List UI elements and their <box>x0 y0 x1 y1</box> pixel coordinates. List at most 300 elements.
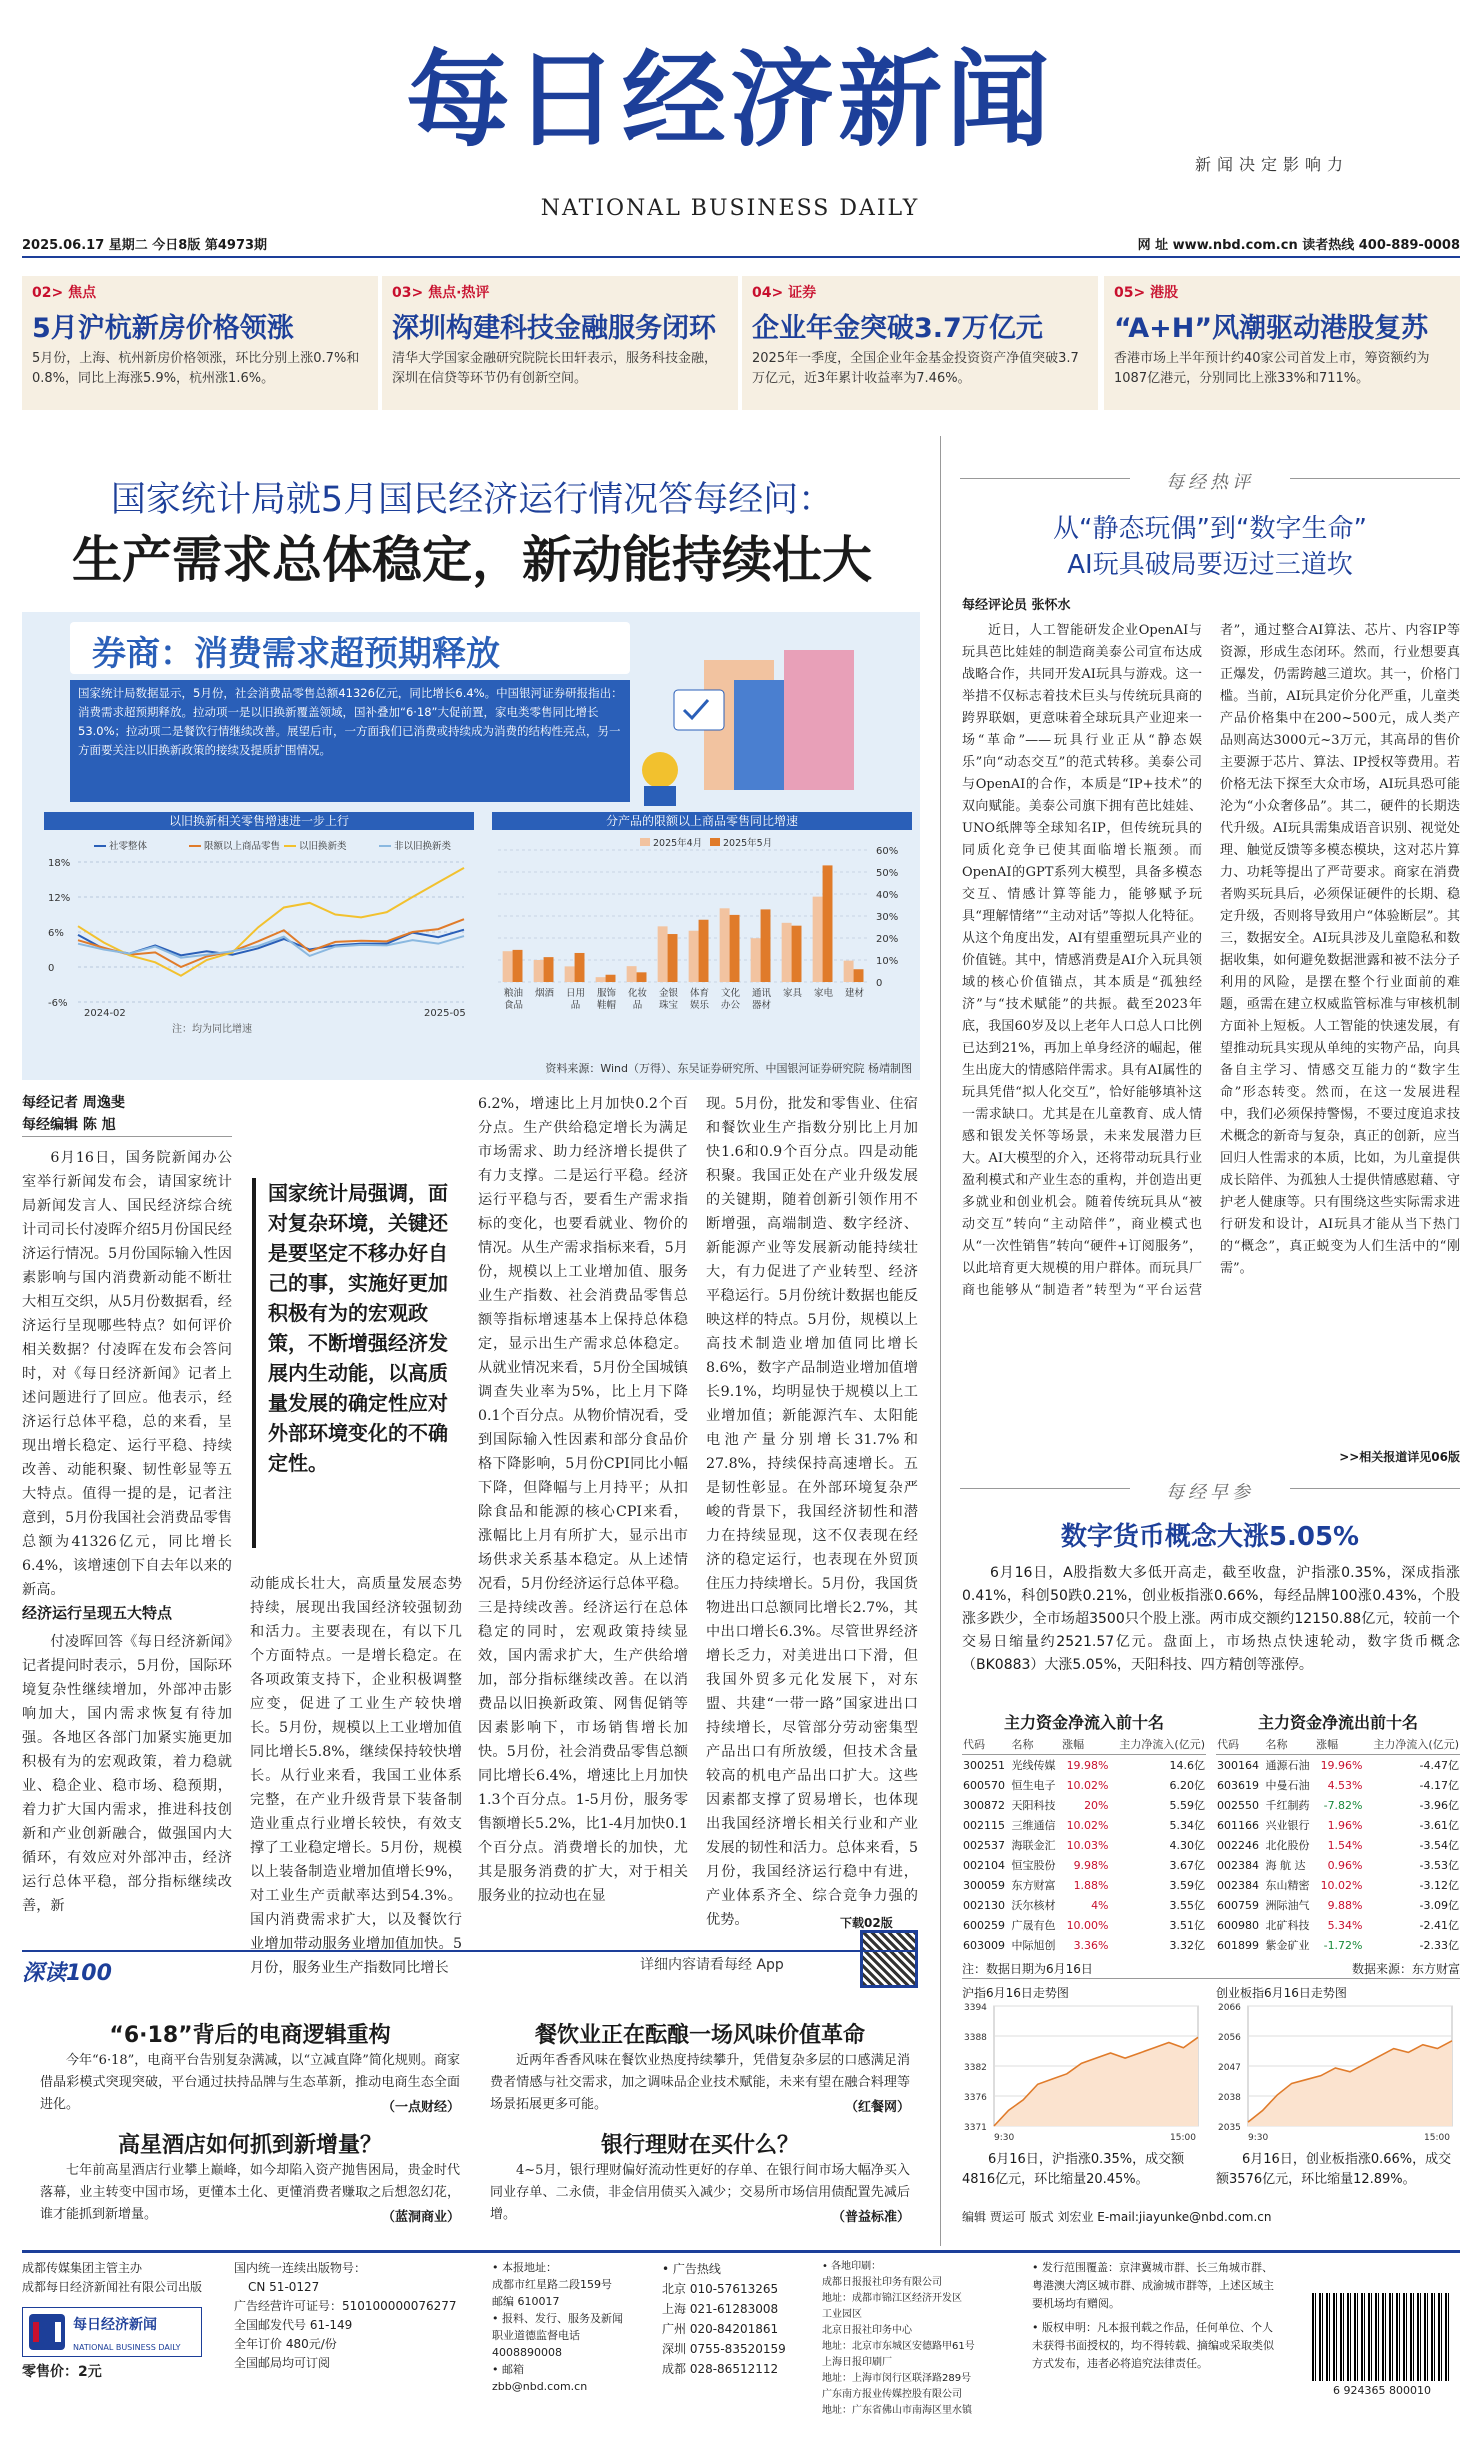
table-cell: 海 航 达 <box>1265 1859 1306 1872</box>
table-note: 注：数据日期为6月16日 <box>962 1962 1093 1976</box>
lead-kicker: 国家统计局就5月国民经济运行情况答每经问： <box>110 480 834 520</box>
table-cell: -2.41亿 <box>1419 1919 1459 1932</box>
table-cell: -3.61亿 <box>1419 1819 1459 1832</box>
y-tick-label: 6% <box>48 928 64 939</box>
x-tick-label: 通讯 <box>751 988 772 999</box>
lead-col4: 现。5月份，批发和零售业、住宿和餐饮业生产指数分别比上月加快1.6和0.9个百分点。四是动能积聚。我国正处在产业升级发展的关键期，随着创新引领作用不断增强，高端制造、数字经济、新能源产业等发展新动能持续壮大，有力促进了产业转型、经济平稳运行。5月份统计数据也能反映这样的特点。5月份，规模以上高技术制造业增加值同比增长8.6%，数字产品制造业增加值增长9.1%，均明显快于规模以上工业增加值；新能源汽车、太阳能电池产量分别增长31.7%和27.8%，持续保持高速增长。五是韧性彰显。在外部环境复杂严峻的背景下，我国经济韧性和潜力在持续显现，这不仅表现在经济的稳定运行，也表现在外贸顶住压力持续增长。5月份，我国货物进出口总额同比增长2.7%，其中出口增长6.3%。尽管世界经济增长乏力，对美进出口下滑，但我国外贸多元化发展下，对东盟、共建“一带一路”国家进出口持续增长，尽管部分劳动密集型产品出口有所放缓，但技术含量较高的机电产品出口扩大。这些因素都支撑了贸易增长，也体现出我国经济增长相关行业和产业发展的韧性和活力。总体来看，5月份，我国经济运行稳中有进，产业体系齐全、综合竞争力强的优势。 <box>706 1096 918 1928</box>
footer-text: 全国邮局均可订阅 <box>234 2356 331 2370</box>
y-tick-label: 20% <box>876 934 899 945</box>
table-row <box>962 1835 1206 1855</box>
table-cell: 5.34亿 <box>1169 1819 1205 1832</box>
teaser-tag: 05> 港股 <box>1114 285 1179 301</box>
table-cell: 601166 <box>1217 1818 1259 1832</box>
table-cell: 东方财富 <box>1011 1879 1056 1892</box>
table-cell: 10.03% <box>1066 1838 1109 1852</box>
y-tick-label: 2056 <box>1218 2033 1241 2043</box>
footer-text: 全国邮发代号 61-149 <box>234 2318 353 2332</box>
footer-text: • 邮箱 <box>492 2363 524 2376</box>
footer-text: • 各地印刷： <box>822 2261 882 2272</box>
table-cell: 中曼石油 <box>1265 1779 1310 1792</box>
shopping-illustration-icon <box>634 620 894 812</box>
x-tick-label: 9:30 <box>1248 2133 1269 2143</box>
lead-pullquote: 国家统计局强调，面对复杂环境，关键还是要坚定不移办好自己的事，实施好更加积极有为的宏观政策，不断增强经济发展内生动能，以高质量发展的确定性应对外部环境变化的不确定性。 <box>252 1178 464 1548</box>
price: 零售价：2元 <box>22 2364 102 2380</box>
table-row <box>1216 1935 1460 1955</box>
table-row <box>962 1875 1206 1895</box>
table-cell: 海联金汇 <box>1011 1839 1056 1852</box>
col-header: 代码 <box>1216 1734 1264 1755</box>
bar <box>513 950 523 982</box>
col-header: 主力净流入(亿元) <box>1110 1734 1206 1755</box>
footer-text: 职业道德监督电话 <box>492 2329 580 2342</box>
footer-text: 地址：成都市锦江区经济开发区 <box>822 2293 962 2304</box>
table-cell: 19.98% <box>1066 1758 1109 1772</box>
table-cell: 3.59亿 <box>1169 1879 1205 1892</box>
table-cell: -2.33亿 <box>1419 1939 1459 1952</box>
deep-read-body: 七年前高星酒店行业攀上巅峰，如今却陷入资产抛售困局，贵金时代落幕，业主转变中国市场，更懂本土化、更懂消费者赚取之后想忽幻花，谁才能抓到新增量。 <box>40 2163 460 2222</box>
product-retail-bar-chart <box>490 832 918 1032</box>
table-row <box>1216 1875 1460 1895</box>
footer-text: 上海日报印刷厂 <box>822 2357 892 2368</box>
table-cell: 0.96% <box>1327 1858 1363 1872</box>
table-cell: 北矿科技 <box>1265 1919 1310 1932</box>
table-cell: 10.02% <box>1066 1818 1109 1832</box>
contact-line: 网 址 www.nbd.com.cn 读者热线 400-889-0008 <box>1137 238 1460 253</box>
table-cell: 002384 <box>1217 1858 1259 1872</box>
x-tick-label: 鞋帽 <box>596 1000 617 1011</box>
teaser-p04[interactable] <box>742 276 1098 410</box>
deep-read-ref: （普益标准） <box>831 2210 910 2225</box>
table-cell: -3.53亿 <box>1419 1859 1459 1872</box>
table-cell: 千红制药 <box>1265 1799 1310 1812</box>
x-tick-label: 食品 <box>503 1000 524 1011</box>
download-tag[interactable]: 下载02版 <box>840 1916 893 1930</box>
commentary-byline: 每经评论员 张怀水 <box>962 598 1071 613</box>
table-cell: 002115 <box>963 1818 1005 1832</box>
table-cell: 300872 <box>963 1798 1005 1812</box>
footer-text: • 本报地址： <box>492 2261 557 2274</box>
ad-hotline: 北京 010-57613265 <box>662 2282 779 2296</box>
footer-text: 成都日报报社印务有限公司 <box>822 2277 942 2288</box>
table-cell: 5.34% <box>1327 1918 1363 1932</box>
table-cell: 3.55亿 <box>1169 1899 1205 1912</box>
table-cell: 5.59亿 <box>1169 1799 1205 1812</box>
table-row <box>962 1895 1206 1915</box>
teaser-tag: 04> 证券 <box>752 285 817 301</box>
footer-text: 邮编 610017 <box>492 2295 560 2308</box>
table-row <box>962 1915 1206 1935</box>
footer-text: 地址：上海市闵行区联泽路289号 <box>822 2373 972 2384</box>
teaser-title: “A+H”风潮驱动港股复苏 <box>1114 313 1429 344</box>
footer-text: • 版权申明：凡本报刊载之作品，任何单位、个人未获得书面授权的，均不得转载、摘编或采取类似方式发布，违者必将追究法律责任。 <box>1032 2321 1274 2370</box>
left-chart-title: 以旧换新相关零售增速进一步上行 <box>44 812 474 830</box>
table-cell: 1.54% <box>1327 1838 1363 1852</box>
bar <box>823 865 833 982</box>
table-row <box>1216 1775 1460 1795</box>
table-cell: 3.36% <box>1073 1938 1109 1952</box>
logo-english: NATIONAL BUSINESS DAILY <box>73 2343 181 2352</box>
gem-index-intraday-chart <box>1216 2000 1460 2146</box>
y-tick-label: 2066 <box>1218 2003 1241 2013</box>
x-tick-label: 粮油 <box>503 988 524 999</box>
table-cell: 603619 <box>1217 1778 1259 1792</box>
table-cell: 9.98% <box>1073 1858 1109 1872</box>
table-row <box>962 1935 1206 1955</box>
footer-text: 成都市红星路二段159号 <box>492 2278 612 2291</box>
deep-read-logo: 深读100 <box>22 1961 112 1986</box>
x-tick-label: 品 <box>632 1000 643 1011</box>
app-more-link[interactable]: 详细内容请看每经 App <box>640 1957 784 1973</box>
x-tick-label: 体育 <box>689 988 710 999</box>
table-cell: 10.02% <box>1320 1878 1363 1892</box>
table-cell: 002104 <box>963 1858 1005 1872</box>
table-cell: 4% <box>1091 1898 1109 1912</box>
footer-text: zbb@nbd.com.cn <box>492 2380 588 2393</box>
table-cell: 002537 <box>963 1838 1005 1852</box>
bar <box>689 931 699 982</box>
legend-swatch <box>710 838 720 846</box>
footer-text: 工业园区 <box>822 2309 862 2320</box>
table-cell: 4.30亿 <box>1169 1839 1205 1852</box>
footer-text: 广东南方报业传媒控股有限公司 <box>822 2389 962 2400</box>
x-tick-label: 15:00 <box>1424 2133 1450 2143</box>
right-chart-title: 分产品的限额以上商品零售同比增速 <box>492 812 912 830</box>
legend-swatch <box>640 838 650 846</box>
x-tick-label: 15:00 <box>1170 2133 1196 2143</box>
outflow-table <box>1216 1734 1460 1955</box>
lead-col2: 动能成长壮大，高质量发展态势持续，展现出我国经济较强韧劲和活力。主要表现在，有以下几个方面特点。一是增长稳定。在各项政策支持下，企业积极调整应变，促进了工业生产较快增长。5月份，规模以上工业增加值同比增长5.8%，继续保持较快增长。从行业来看，我国工业体系完整，在产业升级背景下装备制造业重点行业增长较快，有效支撑了工业稳定增长。5月份，规模以上装备制造业增加值增长9%，对工业生产贡献率达到54.3%。国内消费需求扩大，以及餐饮行业增加带动服务业增加值加快。5月份，服务业生产指数同比增长 <box>250 1576 462 1976</box>
bar <box>596 977 606 982</box>
footer-text: CN 51-0127 <box>248 2280 320 2294</box>
ad-hotline: 上海 021-61283008 <box>662 2302 779 2316</box>
table-cell: 沃尔核材 <box>1011 1899 1056 1912</box>
table-row <box>1216 1795 1460 1815</box>
bar <box>606 975 616 982</box>
table-row <box>1216 1815 1460 1835</box>
table-row <box>962 1775 1206 1795</box>
market-section: 每经早参 <box>1130 1478 1290 1504</box>
market-body: 6月16日，A股指数大多低开高走，截至收盘，沪指涨0.35%，深成指涨0.41%，科创50跌0.21%，创业板指涨0.66%，每经品牌100涨0.43%，个股涨多跌少，全市场超3500只个股上涨。两市成交额约12150.88亿元，较前一个交易日缩量约2521.57亿元。盘面上，市场热点快速轮动，数字货币概念（BK0883）大涨5.05%，天阳科技、四方精创等涨停。 <box>962 1565 1460 1673</box>
masthead-slogan: 新闻决定影响力 <box>1195 155 1350 174</box>
table-cell: -3.12亿 <box>1419 1879 1459 1892</box>
teaser-p03[interactable] <box>382 276 738 410</box>
masthead-title: 每日经济新闻 <box>405 38 1054 161</box>
y-tick-label: 0 <box>876 978 883 989</box>
table-row <box>962 1815 1206 1835</box>
x-tick-label: 日用 <box>565 988 586 999</box>
x-tick-label: 建材 <box>844 988 865 999</box>
masthead-rule <box>22 256 1460 258</box>
table-cell: 恒生电子 <box>1011 1779 1056 1792</box>
table-cell: 紫金矿业 <box>1265 1939 1310 1952</box>
y-tick-label: 50% <box>876 868 899 879</box>
bar <box>637 972 647 982</box>
outflow-title: 主力资金净流出前十名 <box>1257 1713 1418 1732</box>
table-cell: 600759 <box>1217 1898 1259 1912</box>
series-line <box>78 868 464 976</box>
table-cell: 002550 <box>1217 1798 1259 1812</box>
lead-col1b: 付凌晖回答《每日经济新闻》记者提问时表示，5月份，国际环境复杂性继续增加，外部冲击影响加大，国内需求恢复有待加强。各地区各部门加紧实施更加积极有为的宏观政策，着力稳就业、稳企业、稳市场、稳预期，着力扩大国内需求，推进科技创新和产业创新融合，做强国内大循环，有效应对外部冲击，经济运行总体平稳，部分指标继续改善，新 <box>22 1634 232 1914</box>
table-cell: 广晟有色 <box>1011 1919 1056 1932</box>
y-tick-label: 3376 <box>964 2093 987 2103</box>
table-row <box>962 1795 1206 1815</box>
table-cell: 4.53% <box>1327 1778 1363 1792</box>
infographic-source: 资料来源：Wind（万得）、东吴证券研究所、中国银河证券研究院 杨靖制图 <box>545 1062 912 1075</box>
table-cell: 中际旭创 <box>1011 1939 1056 1952</box>
table-cell: 3.67亿 <box>1169 1859 1205 1872</box>
commentary-title1: 从“静态玩偶”到“数字生命” <box>1053 514 1367 544</box>
left-chart-note: 注：均为同比增速 <box>172 1024 252 1035</box>
deep-read-title[interactable]: 银行理财在买什么？ <box>600 2133 799 2158</box>
table-cell: 9.88% <box>1327 1898 1363 1912</box>
table-cell: 600570 <box>963 1778 1005 1792</box>
col-header: 名称 <box>1010 1734 1061 1755</box>
y-tick-label: 12% <box>48 893 71 904</box>
bar <box>844 961 854 982</box>
editors-line: 编辑 贾运可 版式 刘宏业 E-mail:jiayunke@nbd.com.cn <box>962 2210 1272 2224</box>
barcode-icon <box>1312 2293 1452 2403</box>
table-cell: 光线传媒 <box>1011 1759 1056 1772</box>
consumption-growth-line-chart <box>44 832 484 1022</box>
table-cell: 1.88% <box>1073 1878 1109 1892</box>
table-cell: 14.6亿 <box>1169 1759 1205 1772</box>
footer-text: 全年订价 480元/份 <box>234 2337 337 2351</box>
footer-text: 地址：广东省佛山市南海区里水镇 <box>822 2405 972 2416</box>
bar <box>575 953 585 982</box>
lead-headline: 生产需求总体稳定，新动能持续壮大 <box>72 531 872 589</box>
y-tick-label: 0 <box>48 963 55 974</box>
table-cell: 3.32亿 <box>1169 1939 1205 1952</box>
table-cell: 兴业银行 <box>1265 1819 1310 1832</box>
deep-read-ref: （红餐网） <box>844 2100 910 2115</box>
bar <box>699 920 709 982</box>
x-tick-label: 化妆 <box>627 988 648 999</box>
table-cell: -4.17亿 <box>1419 1779 1459 1792</box>
bar <box>503 951 513 982</box>
footer-text: 国内统一连续出版物号： <box>234 2261 367 2275</box>
x-tick-label: 9:30 <box>994 2133 1015 2143</box>
table-cell: 002246 <box>1217 1838 1259 1852</box>
col-header: 主力净流入(亿元) <box>1364 1734 1460 1755</box>
masthead-english: NATIONAL BUSINESS DAILY <box>540 196 920 221</box>
teaser-body: 2025年一季度，全国企业年金基金投资资产净值突破3.7万亿元，近3年累计收益率为7.46%。 <box>752 351 1079 386</box>
teaser-body: 5月份，上海、杭州新房价格领涨，环比分别上涨0.7%和0.8%，同比上海涨5.9%，杭州涨1.6%。 <box>32 351 360 386</box>
bar <box>668 934 678 982</box>
logo-text: 每日经济新闻 <box>73 2317 157 2333</box>
x-tick-label: 2025-05 <box>424 1008 466 1019</box>
footer-text: • 发行范围覆盖：京津冀城市群、长三角城市群、粤港澳大湾区城市群、成渝城市群等，上述区域主要机场均有赠阅。 <box>1032 2261 1274 2310</box>
table-cell: -4.47亿 <box>1419 1759 1459 1772</box>
table-cell: 600259 <box>963 1918 1005 1932</box>
table-row <box>962 1755 1206 1776</box>
x-tick-label: 家电 <box>813 988 834 999</box>
y-tick-label: 2047 <box>1218 2063 1241 2073</box>
teaser-body: 香港市场上半年预计约40家公司首发上市，筹资额约为1087亿港元，分别同比上涨33%和711%。 <box>1114 351 1430 386</box>
legend-label: 限额以上商品零售 <box>204 841 281 852</box>
table-cell: 1.96% <box>1327 1818 1363 1832</box>
table-cell: -7.82% <box>1323 1798 1363 1812</box>
table-cell: 002130 <box>963 1898 1005 1912</box>
y-tick-label: 3394 <box>964 2003 987 2013</box>
table-row <box>1216 1895 1460 1915</box>
bar <box>720 908 730 982</box>
legend-label: 2025年5月 <box>723 838 773 849</box>
teaser-body: 清华大学国家金融研究院院长田轩表示，服务科技金融，深圳在信贷等环节仍有创新空间。 <box>392 351 718 386</box>
byline-editor: 每经编辑 陈 旭 <box>22 1117 116 1133</box>
col-header: 名称 <box>1264 1734 1315 1755</box>
infographic-banner: 券商：消费需求超预期释放 <box>92 634 500 674</box>
date-line: 2025.06.17 星期二 今日8版 第4973期 <box>22 238 268 253</box>
y-tick-label: 3388 <box>964 2033 987 2043</box>
table-cell: 通源石油 <box>1265 1759 1310 1772</box>
teaser-tag: 03> 焦点·热评 <box>392 285 490 301</box>
table-cell: 002384 <box>1217 1878 1259 1892</box>
market-headline: 数字货币概念大涨5.05% <box>1060 1522 1360 1552</box>
table-cell: 天阳科技 <box>1011 1799 1056 1812</box>
lead-col3: 6.2%，增速比上月加快0.2个百分点。生产供给稳定增长为满足市场需求、助力经济增长提供了有力支撑。二是运行平稳。经济运行平稳与否，要看生产需求指标的变化，也要看就业、物价的情况。从生产需求指标来看，5月份，规模以上工业增加值、服务业生产指数、社会消费品零售总额等指标增速基本上保持总体稳定，显示出生产需求总体稳定。从就业情况来看，5月份全国城镇调查失业率为5%，比上月下降0.1个百分点。从物价情况看，受到国际输入性因素和部分食品价格下降影响，5月份CPI同比小幅下降，但降幅与上月持平；从扣除食品和能源的核心CPI来看，涨幅比上月有所扩大，显示出市场供求关系基本稳定。从上述情况看，5月份经济运行总体平稳。三是持续改善。经济运行在总体稳定的同时，宏观政策持续显效，国内需求扩大，生产供给增加，部分指标继续改善。在以消费品以旧换新政策、网售促销等因素影响下，市场销售增长加快。5月份，社会消费品零售总额同比增长6.4%，增速比上月加快1.3个百分点。1-5月份，服务零售额增长5.2%，比1-4月加快0.1个百分点。消费增长的加快，尤其是服务消费的扩大，对于相关服务业的拉动也在显 <box>478 1096 688 1904</box>
deep-read-body: 近两年香香风味在餐饮业热度持续攀升，凭借复杂多层的口感满足消费者情感与社交需求，加之调味品企业技术赋能，未来有望在融合料理等场景拓展更多可能。 <box>490 2053 910 2112</box>
infographic <box>22 612 920 1080</box>
teaser-tag: 02> 焦点 <box>32 285 97 301</box>
commentary-section: 每经热评 <box>1130 468 1290 494</box>
table-row <box>1216 1855 1460 1875</box>
deep-read-title[interactable]: 餐饮业正在酝酿一场风味价值革命 <box>534 2023 865 2048</box>
legend-label: 非以旧换新类 <box>394 841 452 852</box>
publisher-line: 成都传媒集团主管主办 <box>22 2261 143 2275</box>
sh-caption: 6月16日，沪指涨0.35%，成交额4816亿元，环比缩量20.45%。 <box>962 2152 1185 2187</box>
table-cell: 东山精密 <box>1265 1879 1310 1892</box>
deep-read-body: 4~5月，银行理财偏好流动性更好的存单、在银行间市场大幅净买入同业存单、二永债，非金信用债买入减少；交易所市场信用债配置先减后增。 <box>490 2163 910 2222</box>
sh-chart-title: 沪指6月16日走势图 <box>962 1986 1069 2000</box>
col-header: 涨幅 <box>1315 1734 1363 1755</box>
y-tick-label: 60% <box>876 846 899 857</box>
x-tick-label: 品 <box>570 1000 581 1011</box>
y-tick-label: 2038 <box>1218 2093 1241 2103</box>
bar <box>658 926 668 982</box>
table-source: 数据来源：东方财富 <box>1351 1962 1460 1976</box>
byline-reporter: 每经记者 周逸斐 <box>22 1095 125 1111</box>
table-cell: -3.09亿 <box>1419 1899 1459 1912</box>
table-cell: 300059 <box>963 1878 1005 1892</box>
teaser-title: 企业年金突破3.7万亿元 <box>752 313 1043 344</box>
bar <box>761 909 771 982</box>
y-tick-label: 18% <box>48 858 71 869</box>
table-cell: 6.20亿 <box>1169 1779 1205 1792</box>
deep-read-body: 今年“6·18”，电商平台告别复杂满减，以“立减直降”简化规则。商家借晶彩模式突现突破，平台通过扶持品牌与生态革新，推动电商生态全面进化。 <box>40 2053 460 2112</box>
col-header: 涨幅 <box>1061 1734 1109 1755</box>
bar <box>782 923 792 982</box>
table-cell: 19.96% <box>1320 1758 1363 1772</box>
ad-hotline: 成都 028-86512112 <box>662 2362 779 2376</box>
sh-index-intraday-chart <box>962 2000 1206 2146</box>
gem-chart-title: 创业板指6月16日走势图 <box>1216 1986 1347 2000</box>
bar <box>534 960 544 982</box>
commentary-title2: AI玩具破局要迈过三道坎 <box>1067 550 1353 580</box>
table-cell: 20% <box>1084 1798 1109 1812</box>
y-tick-label: 2035 <box>1218 2123 1241 2133</box>
deep-read-title[interactable]: 高星酒店如何抓到新增量？ <box>117 2133 382 2158</box>
table-cell: 10.00% <box>1066 1918 1109 1932</box>
col-header: 代码 <box>962 1734 1010 1755</box>
teaser-p05[interactable] <box>1104 276 1460 410</box>
bar <box>792 926 802 982</box>
bar <box>544 957 554 982</box>
bar <box>751 938 761 982</box>
y-tick-label: -6% <box>48 998 68 1009</box>
ad-hotline: 深圳 0755-83520159 <box>662 2342 786 2356</box>
table-cell: -3.54亿 <box>1419 1839 1459 1852</box>
footer-text: 地址：北京市东城区安德路甲61号 <box>822 2341 975 2352</box>
commentary-more[interactable]: >>相关报道详见06版 <box>1339 1450 1460 1464</box>
x-tick-label: 办公 <box>720 1000 741 1011</box>
table-cell: 北化股份 <box>1265 1839 1310 1852</box>
table-cell: 600980 <box>1217 1918 1259 1932</box>
table-cell: 603009 <box>963 1938 1005 1952</box>
table-cell: 3.51亿 <box>1169 1919 1205 1932</box>
y-tick-label: 40% <box>876 890 899 901</box>
legend-label: 以旧换新类 <box>299 841 347 852</box>
nbd-logo-icon <box>22 2307 202 2357</box>
bar <box>730 915 740 982</box>
y-tick-label: 10% <box>876 956 899 967</box>
x-tick-label: 2024-02 <box>84 1008 126 1019</box>
legend-label: 社零整体 <box>109 841 148 852</box>
deep-read-ref: （一点财经） <box>381 2100 460 2115</box>
x-tick-label: 烟酒 <box>534 988 555 999</box>
table-cell: 10.02% <box>1066 1778 1109 1792</box>
bar <box>813 897 823 982</box>
x-tick-label: 珠宝 <box>658 1000 679 1011</box>
lead-col1a: 6月16日，国务院新闻办公室举行新闻发布会，请国家统计局新闻发言人、国民经济综合统计司司长付凌晖介绍5月份国民经济运行情况。5月份国际输入性因素影响与国内消费新动能不断壮大相互交织，从5月份数据看，经济运行呈现哪些特点？如何评价相关数据？付凌晖在发布会答问时，对《每日经济新闻》记者上述问题进行了回应。他表示，经济运行总体平稳，总的来看，呈现出增长稳定、运行平稳、持续改善、动能积聚、韧性彰显等五大特点。值得一提的是，记者注意到，5月份我国社会消费品零售总额为41326亿元，同比增长6.4%，该增速创下自去年以来的新高。 <box>22 1150 232 1598</box>
teaser-p02[interactable] <box>22 276 378 410</box>
teaser-title: 5月沪杭新房价格领涨 <box>32 313 294 344</box>
x-tick-label: 家具 <box>782 988 803 999</box>
infographic-intro: 国家统计局数据显示，5月份，社会消费品零售总额41326亿元，同比增长6.4%。中国银河证券研报指出：消费需求超预期释放。拉动项一是以旧换新覆盖领域，国补叠加“6·18”大促前置，家电类零售同比增长53.0%；拉动项二是餐饮行情继续改善。展望后市，一方面我们已消费或持续成为消费的结构性亮点，另一方面要关注以旧换新政策的接续及提质扩围情况。 <box>78 686 623 757</box>
gem-caption: 6月16日，创业板指涨0.66%，成交额3576亿元，环比缩量12.89%。 <box>1216 2152 1452 2187</box>
ad-hotline-title: • 广告热线 <box>662 2262 721 2276</box>
bar <box>565 966 575 982</box>
footer-text: 北京日报社印务中心 <box>822 2325 912 2336</box>
table-row <box>1216 1755 1460 1776</box>
table-cell: -1.72% <box>1323 1938 1363 1952</box>
inflow-title: 主力资金净流入前十名 <box>1003 1713 1164 1732</box>
table-row <box>1216 1835 1460 1855</box>
bar <box>627 966 637 982</box>
x-tick-label: 器材 <box>751 1000 772 1011</box>
y-tick-label: 30% <box>876 912 899 923</box>
publisher-line: 成都每日经济新闻社有限公司出版 <box>22 2280 203 2294</box>
table-cell: 三维通信 <box>1011 1819 1056 1832</box>
table-row <box>962 1855 1206 1875</box>
barcode-number: 6 924365 800010 <box>1333 2384 1431 2397</box>
deep-read-title[interactable]: “6·18”背后的电商逻辑重构 <box>109 2023 391 2048</box>
x-tick-label: 文化 <box>720 988 741 999</box>
deep-read-ref: （蓝洞商业） <box>381 2210 460 2225</box>
footer-text: 广告经营许可证号：510100000076277 <box>234 2299 457 2313</box>
footer <box>22 2250 1460 2430</box>
x-tick-label: 金银 <box>658 988 679 999</box>
footer-text: 4008890008 <box>492 2346 562 2359</box>
table-cell: -3.96亿 <box>1419 1799 1459 1812</box>
footer-text: • 报料、发行、服务及新闻 <box>492 2312 623 2325</box>
table-row <box>1216 1915 1460 1935</box>
teaser-title: 深圳构建科技金融服务闭环 <box>392 313 716 344</box>
table-cell: 300251 <box>963 1758 1005 1772</box>
y-tick-label: 3371 <box>964 2123 987 2133</box>
legend-label: 2025年4月 <box>653 838 703 849</box>
commentary-body: 近日，人工智能研发企业OpenAI与玩具芭比娃娃的制造商美泰公司宣布达成战略合作，共同开发AI玩具与游戏。这一举措不仅标志着技术巨头与传统玩具商的跨界联姻，更意味着全球玩具产业迎来一场“革命”——玩具行业正从“静态娱乐”向“动态交互”的范式转移。美泰公司与OpenAI的合作，本质是“IP+技术”的双向赋能。美泰公司旗下拥有芭比娃娃、UNO纸牌等全球知名IP，但传统玩具的同质化竞争已使其面临增长瓶颈。而OpenAI的GPT系列大模型，具备多模态交互、情感计算等能力，能够赋予玩具“理解情绪”“主动对话”等拟人化特征。从这个角度出发，AI有望重塑玩具产业的价值链。其中，情感消费是AI介入玩具领域的核心价值锚点，其本质是“孤独经济”与“技术赋能”的共振。截至2023年底，我国60岁及以上老年人口总人口比例已达到21%，再加上单身经济的崛起，催生出庞大的情感陪伴需求。具有AI属性的玩具凭借“拟人化交互”，恰好能够填补这一需求缺口。尤其是在儿童教育、成人情感和银发关怀等场景，未来发展潜力巨大。AI大模型的介入，还将带动玩具行业盈利模式和产业生态的重构，并创造出更多就业和创业机会。随着传统玩具从“被动交互”转向“主动陪伴”，商业模式也从“一次性销售”转向“硬件+订阅服务”，以此培育更大规模的用户群体。而玩具厂商也能够从“制造者”转型为“平台运营者”，通过整合AI算法、芯片、内容IP等资源，形成生态闭环。然而，行业想要真正爆发，仍需跨越三道坎。其一，价格门槛。当前，AI玩具定价分化严重，儿童类产品价格集中在200~500元，成人类产品则高达3000元~3万元，其高昂的售价主要源于芯片、算法、IP授权等费用。若价格无法下探至大众市场，AI玩具恐可能沦为“小众奢侈品”。其二，硬件的长期迭代升级。AI玩具需集成语音识别、视觉处理、触觉反馈等多模态模块，这对芯片算力、功耗等提出了严苛要求。商家在消费者购买玩具后，必须保证硬件的长期、稳定升级，否则将导致用户“体验断层”。其三，数据安全。AI玩具涉及儿童隐私和数据收集，如何避免数据泄露和被不法分子利用的风险，是摆在整个行业面前的难题，亟需在建立权威监管标准与审核机制方面补上短板。人工智能的快速发展，有望推动玩具实现从单纯的实物产品，向具备自主学习、情感交互能力的“数字生命”形态转变。然而，在这一发展进程中，我们必须保持警惕，不要过度追求技术概念的新奇与复杂，真正的创新，应当回归人性需求的本质，比如，为儿童提供成长陪伴、为孤独人士提供情感慰藉、守护老人健康等。只有围绕这些实际需求进行研发和设计，AI玩具才能从当下热门的“概念”，真正蜕变为人们生活中的“刚需”。 <box>962 623 1460 1298</box>
table-cell: 恒宝股份 <box>1011 1859 1056 1872</box>
